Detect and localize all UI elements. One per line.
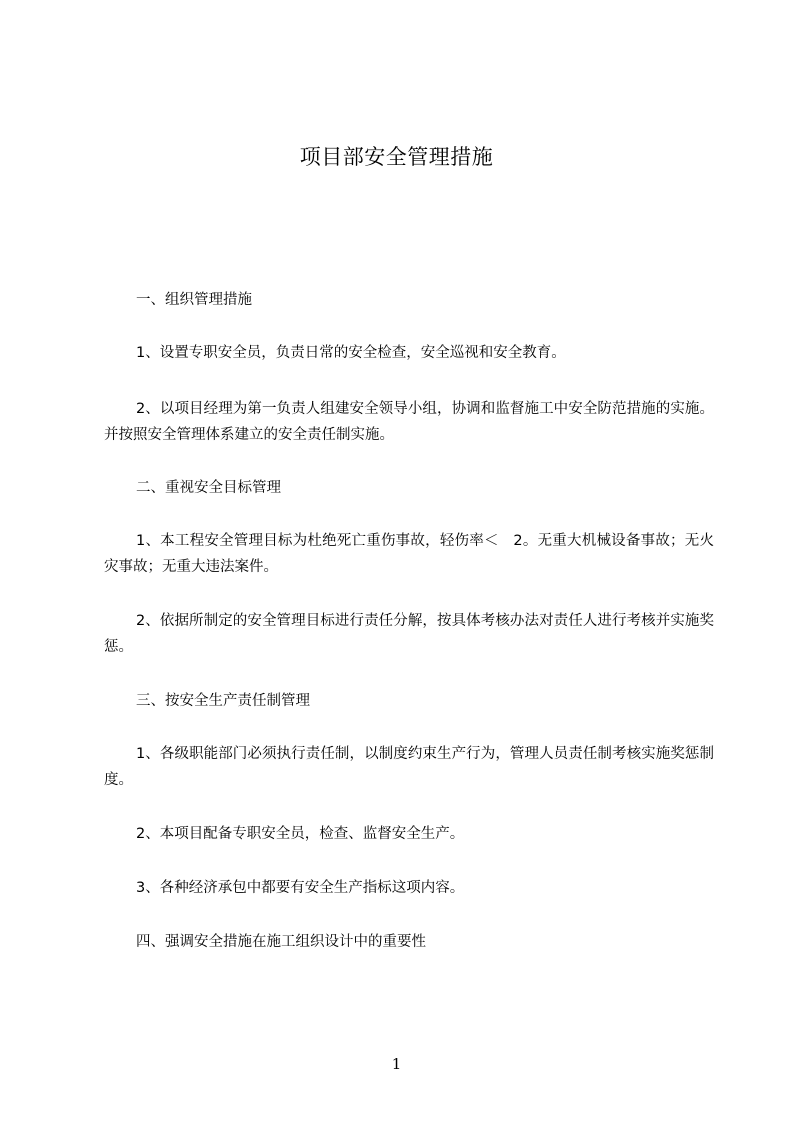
section-heading-1: 一、组织管理措施: [136, 292, 252, 308]
section-heading-4: 四、强调安全措施在施工组织设计中的重要性: [136, 934, 426, 950]
paragraph-1-1: 1、设置专职安全员，负责日常的安全检查，安全巡视和安全教育。: [136, 345, 566, 361]
paragraph-2-1: 1、本工程安全管理目标为杜绝死亡重伤事故，轻伤率＜ 2。无重大机械设备事故；无火灾事故；无重大违法案件。: [104, 533, 714, 575]
paragraph-3-3: 3、各种经济承包中都要有安全生产指标这项内容。: [136, 880, 465, 896]
page-number: 1: [391, 1055, 402, 1073]
document-title: 项目部安全管理措施: [299, 145, 494, 169]
paragraph-1-2: 2、以项目经理为第一负责人组建安全领导小组，协调和监督施工中安全防范措施的实施。并按照安全管理体系建立的安全责任制实施。: [104, 401, 714, 443]
paragraph-2-2: 2、依据所制定的安全管理目标进行责任分解，按具体考核办法对责任人进行考核并实施奖惩。: [104, 613, 714, 655]
section-heading-2: 二、重视安全目标管理: [136, 480, 281, 496]
paragraph-3-1: 1、各级职能部门必须执行责任制，以制度约束生产行为，管理人员责任制考核实施奖惩制度。: [104, 746, 714, 788]
section-heading-3: 三、按安全生产责任制管理: [136, 693, 310, 709]
paragraph-3-2: 2、本项目配备专职安全员，检查、监督安全生产。: [136, 826, 465, 842]
